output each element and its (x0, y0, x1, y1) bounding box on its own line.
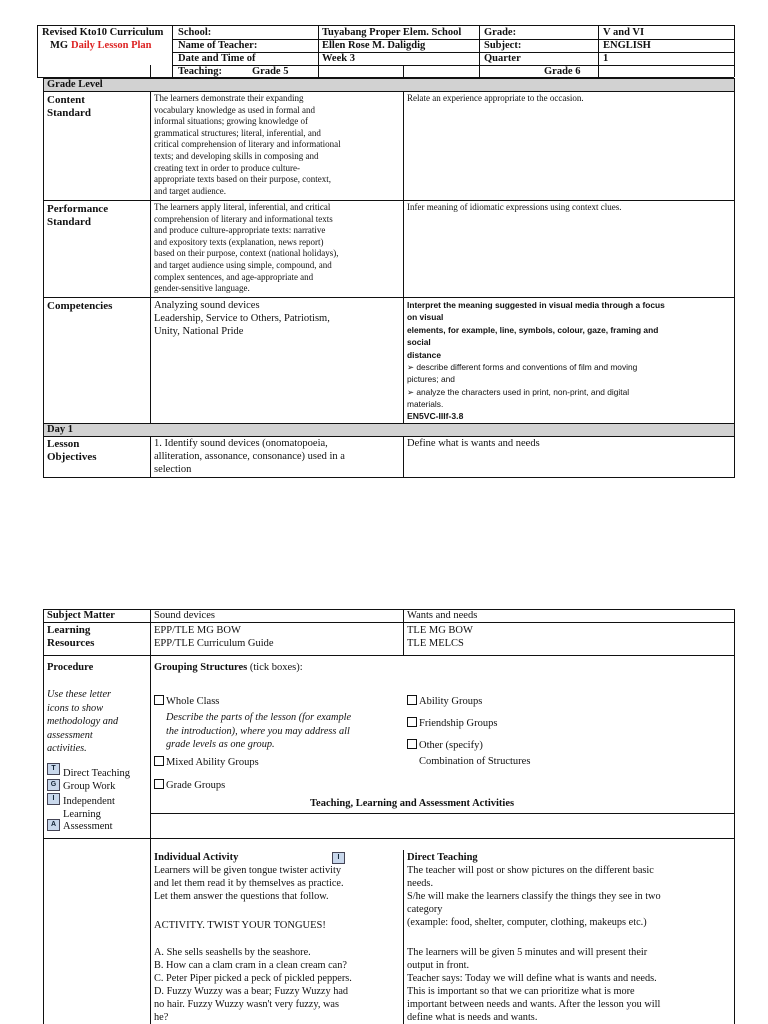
school-label: School: (178, 27, 212, 38)
school-value: Tuyabang Proper Elem. School (322, 27, 462, 38)
grade6-heading: Grade 6 (544, 66, 581, 77)
performance-standard-g6: Infer meaning of idiomatic expressions using context clues. (407, 202, 622, 212)
direct-teaching-text: The teacher will post or show pictures on the different basic needs. S/he will make the learners classify the things they see in two category (example: food, shelter, computer, clothing, makeups etc.) (407, 865, 661, 928)
lesson-objectives-g6: Define what is wants and needs (407, 438, 540, 449)
group-work-icon: G (47, 779, 60, 791)
checkbox-icon (154, 695, 164, 705)
ability-groups-checkbox[interactable]: Ability Groups (407, 695, 482, 708)
lesson-objectives-label: Lesson Objectives (47, 438, 97, 463)
teacher-label: Name of Teacher: (178, 40, 258, 51)
learning-resources-label: Learning Resources (47, 624, 95, 649)
independent-learning-icon: I (47, 793, 60, 805)
competencies-g6-list: ➢ describe different forms and conventions of film and moving pictures; and ➢ analyze the characters used in print, non-print, and digital materials. (407, 362, 638, 410)
date-label: Date and Time of (178, 53, 256, 64)
other-specify-checkbox[interactable]: Other (specify) (407, 739, 483, 752)
checkbox-icon (407, 695, 417, 705)
procedure-note: Use these letter icons to show methodology and assessment activities. (47, 689, 119, 754)
mixed-ability-checkbox[interactable]: Mixed Ability Groups (154, 756, 259, 769)
whole-class-checkbox[interactable]: Whole Class (154, 695, 219, 708)
competencies-g5: Analyzing sound devices Leadership, Service to Others, Patriotism, Unity, National Pride (154, 300, 330, 337)
content-standard-g5: The learners demonstrate their expanding vocabulary knowledge as used in formal and informal situations; growing knowledge of grammatical structures; literal, inferential, and critical comprehension of literary and informational texts; and developing skills in composing and creating text in order to produce culture- appropriate texts based on their purpose, context, and target audience. (154, 93, 341, 196)
day1-label: Day 1 (47, 424, 73, 435)
legend-text: Group Work (63, 781, 116, 792)
quarter-label: Quarter (484, 53, 521, 64)
competencies-label: Competencies (47, 300, 113, 312)
combination-of-structures: Combination of Structures (419, 756, 531, 767)
whole-class-description: Describe the parts of the lesson (for example the introduction), where you may address all grade levels as one group. (166, 712, 352, 750)
legend-text: Assessment (63, 821, 113, 832)
date-value: Week 3 (322, 53, 355, 64)
performance-standard-label: Performance Standard (47, 203, 109, 228)
curriculum-mg: MG (50, 40, 69, 51)
curriculum-dlp: Daily Lesson Plan (71, 40, 152, 51)
checkbox-icon (154, 756, 164, 766)
direct-teaching-title: Direct Teaching (407, 852, 478, 863)
checkbox-icon (154, 779, 164, 789)
friendship-groups-checkbox[interactable]: Friendship Groups (407, 717, 497, 730)
subject-matter-g6: Wants and needs (407, 610, 478, 621)
grade-level-label: Grade Level (47, 79, 103, 90)
tongue-twisters-list: A. She sells seashells by the seashore. B. How can a clam cram in a clean cream can? C. Peter Piper picked a peck of pickled peppers. D. Fuzzy Wuzzy was a bear; Fuzzy Wuzzy had no hair. Fuzzy Wuzzy wasn't very fuzzy, was he? (154, 947, 352, 1023)
content-standard-label: Content Standard (47, 94, 92, 119)
date-label-2: Teaching: (178, 66, 222, 77)
performance-standard-g5: The learners apply literal, inferential, and critical comprehension of literary and informational texts and produce culture-appropriate texts: narrative and expository texts (explanation, news report) based on their purpose, context (national holidays), and target audience using simple, compound, and complex sentences, and age-appropriate and gender-sensitive language. (154, 202, 339, 294)
direct-teaching-icon: T (47, 763, 60, 775)
subject-matter-label: Subject Matter (47, 610, 115, 621)
subject-label: Subject: (484, 40, 522, 51)
learning-resources-g5: EPP/TLE MG BOW EPP/TLE Curriculum Guide (154, 625, 274, 649)
content-standard-g6: Relate an experience appropriate to the occasion. (407, 93, 584, 103)
assessment-icon: A (47, 819, 60, 831)
legend-text: Direct Teaching (63, 768, 130, 779)
grade-value: V and VI (603, 27, 645, 38)
procedure-label: Procedure (47, 662, 94, 673)
learning-resources-g6: TLE MG BOW TLE MELCS (407, 625, 473, 649)
direct-teaching-text-2: The learners will be given 5 minutes and will present their output in front. Teacher says: Today we will define what is wants and needs. This is important so that we can prioritize what is more important between needs and wants. After the lesson you will define what is needs and wants. (407, 947, 661, 1023)
curriculum-title: Revised Kto10 Curriculum (42, 27, 164, 38)
individual-activity-title: Individual Activity (154, 852, 239, 863)
legend-text: Independent Learning (63, 796, 115, 820)
subject-value: ENGLISH (603, 40, 651, 51)
grade5-heading: Grade 5 (252, 66, 289, 77)
grouping-structures-heading: Grouping Structures (tick boxes): (154, 662, 303, 673)
competencies-g6-code: EN5VC-IIIf-3.8 (407, 411, 464, 421)
grade-label: Grade: (484, 27, 517, 38)
teacher-value: Ellen Rose M. Daligdig (322, 40, 426, 51)
subject-matter-g5: Sound devices (154, 610, 215, 621)
checkbox-icon (407, 717, 417, 727)
grade-groups-checkbox[interactable]: Grade Groups (154, 779, 225, 792)
lesson-objectives-g5: 1. Identify sound devices (onomatopoeia, alliteration, assonance, consonance) used in a selection (154, 438, 345, 475)
activity-title: ACTIVITY. TWIST YOUR TONGUES! (154, 920, 326, 931)
checkbox-icon (407, 739, 417, 749)
competencies-g6-focus: Interpret the meaning suggested in visual media through a focus on visual elements, for example, line, symbols, colour, gaze, framing and social distance (407, 300, 665, 360)
independent-learning-icon: I (332, 852, 345, 864)
quarter-value: 1 (603, 53, 609, 64)
tla-heading: Teaching, Learning and Assessment Activities (310, 798, 515, 809)
individual-activity-text: Learners will be given tongue twister activity and let them read it by themselves as practice. Let them answer the questions that follow. (154, 865, 344, 902)
